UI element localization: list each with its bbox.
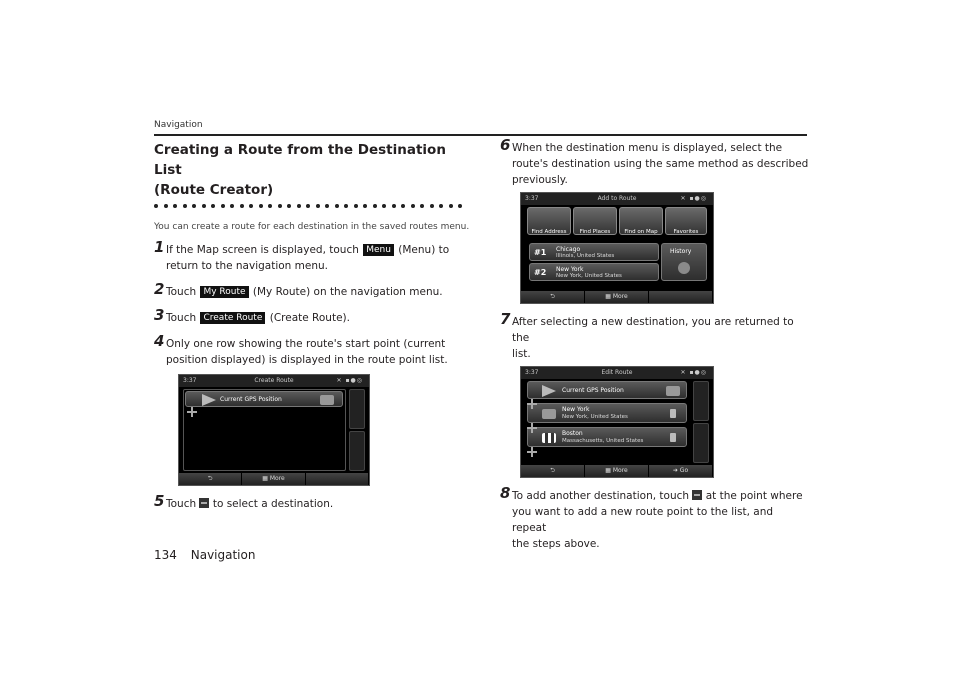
step-1 bbox=[154, 238, 474, 274]
screen-footer bbox=[179, 473, 369, 485]
menu-button-tag: Menu bbox=[362, 243, 395, 257]
history-title: Chicago bbox=[556, 246, 581, 253]
history-number: #1 bbox=[534, 248, 547, 257]
page-number: 134 bbox=[154, 548, 177, 562]
status-bar bbox=[521, 367, 713, 379]
tile-label: Find Address bbox=[531, 229, 567, 235]
step-text: return to the navigation menu. bbox=[166, 260, 328, 272]
flag-icon bbox=[666, 386, 680, 396]
add-to-route-screenshot bbox=[520, 192, 714, 304]
footer-section: Navigation bbox=[190, 548, 256, 562]
checkered-flag-icon bbox=[542, 433, 556, 443]
screen-title: Add to Route bbox=[597, 195, 637, 202]
empty-footer-slot bbox=[649, 291, 713, 303]
history-button[interactable] bbox=[661, 243, 707, 281]
waypoint-flag-icon bbox=[542, 409, 556, 419]
step-8 bbox=[500, 484, 810, 552]
start-arrow-icon bbox=[542, 385, 556, 397]
step-text: Touch bbox=[166, 286, 197, 298]
step-text: to select a destination. bbox=[212, 498, 334, 510]
screen-footer bbox=[521, 465, 713, 477]
title-line-1: Creating a Route from the Destination List bbox=[154, 142, 446, 178]
route-row-current-position[interactable] bbox=[527, 381, 687, 399]
header-rule bbox=[154, 134, 807, 136]
step-text: If the Map screen is displayed, touch bbox=[166, 244, 359, 256]
start-arrow-icon bbox=[202, 394, 216, 406]
step-text: Only one row showing the route's start point (current bbox=[166, 338, 446, 350]
more-button[interactable]: ▦ More bbox=[242, 473, 305, 485]
globe-icon bbox=[678, 262, 690, 274]
route-row-new-york[interactable] bbox=[527, 403, 687, 423]
delete-icon[interactable] bbox=[670, 409, 676, 418]
clock: 3:37 bbox=[183, 377, 197, 384]
title-line-2: (Route Creator) bbox=[154, 182, 274, 198]
step-text: list. bbox=[512, 348, 531, 360]
create-route-button-tag: Create Route bbox=[199, 311, 266, 325]
add-point-icon[interactable] bbox=[527, 423, 537, 433]
clock: 3:37 bbox=[525, 195, 539, 202]
step-text: the steps above. bbox=[512, 538, 600, 550]
go-label: Go bbox=[679, 467, 689, 474]
route-row-current-position[interactable] bbox=[185, 391, 343, 407]
step-text: at the point where bbox=[705, 490, 803, 502]
row-title: New York bbox=[562, 406, 590, 413]
tile-label: Favorites bbox=[673, 229, 699, 235]
back-button[interactable]: ⮌ bbox=[179, 473, 242, 485]
flag-icon bbox=[320, 395, 334, 405]
history-item-new-york[interactable] bbox=[529, 263, 659, 281]
status-icons: ✕ ▪●◎ bbox=[680, 195, 707, 202]
add-point-icon bbox=[199, 498, 209, 508]
status-icons: ✕ ▪●◎ bbox=[336, 377, 363, 384]
route-row-boston[interactable] bbox=[527, 427, 687, 447]
history-subtitle: New York, United States bbox=[556, 273, 622, 279]
step-number: 7 bbox=[500, 310, 511, 328]
history-title: New York bbox=[556, 266, 584, 273]
status-bar bbox=[179, 375, 369, 387]
add-point-icon[interactable] bbox=[527, 399, 537, 409]
status-icons: ✕ ▪●◎ bbox=[680, 369, 707, 376]
row-subtitle: Massachusetts, United States bbox=[562, 438, 644, 444]
step-text: route's destination using the same method as described bbox=[512, 158, 809, 170]
step-text: When the destination menu is displayed, select the bbox=[512, 142, 783, 154]
row-title: Boston bbox=[562, 430, 583, 437]
more-button[interactable]: ▦ More bbox=[585, 291, 649, 303]
more-button[interactable]: ▦ More bbox=[585, 465, 649, 477]
step-number: 3 bbox=[154, 306, 165, 324]
step-text: (Menu) to bbox=[398, 244, 450, 256]
clock: 3:37 bbox=[525, 369, 539, 376]
step-text: Touch bbox=[166, 312, 197, 324]
step-6 bbox=[500, 136, 810, 188]
back-button[interactable]: ⮌ bbox=[521, 465, 585, 477]
create-route-screenshot bbox=[178, 374, 370, 486]
step-7 bbox=[500, 310, 810, 362]
step-text: (My Route) on the navigation menu. bbox=[252, 286, 443, 298]
step-number: 8 bbox=[500, 484, 511, 502]
step-5 bbox=[154, 492, 474, 512]
scroll-up-button[interactable] bbox=[693, 381, 709, 421]
back-button[interactable]: ⮌ bbox=[521, 291, 585, 303]
step-text: previously. bbox=[512, 174, 568, 186]
row-label: Current GPS Position bbox=[220, 396, 282, 403]
empty-footer-slot bbox=[306, 473, 369, 485]
step-text: position displayed) is displayed in the route point list. bbox=[166, 354, 448, 366]
screen-title: Edit Route bbox=[601, 369, 633, 376]
add-point-icon[interactable] bbox=[187, 407, 197, 417]
my-route-button-tag: My Route bbox=[199, 285, 249, 299]
row-subtitle: New York, United States bbox=[562, 414, 628, 420]
edit-route-screenshot bbox=[520, 366, 714, 478]
step-text: Touch bbox=[166, 498, 197, 510]
add-point-icon bbox=[692, 490, 702, 500]
tile-label: Find Places bbox=[579, 229, 611, 235]
step-text: you want to add a new route point to the list, and repeat bbox=[512, 506, 774, 534]
page-footer bbox=[154, 548, 255, 562]
step-number: 2 bbox=[154, 280, 165, 298]
screen-title: Create Route bbox=[254, 377, 294, 384]
step-3 bbox=[154, 306, 474, 326]
step-4 bbox=[154, 332, 474, 368]
status-bar bbox=[521, 193, 713, 205]
right-column bbox=[500, 136, 810, 552]
dotted-divider bbox=[154, 204, 474, 212]
step-number: 5 bbox=[154, 492, 165, 510]
row-label: Current GPS Position bbox=[562, 387, 624, 394]
history-label: History bbox=[670, 248, 692, 255]
scroll-up-button[interactable] bbox=[349, 389, 365, 429]
scroll-down-button[interactable] bbox=[349, 431, 365, 471]
running-head: Navigation bbox=[154, 120, 203, 130]
history-item-chicago[interactable] bbox=[529, 243, 659, 261]
more-label: More bbox=[612, 293, 628, 300]
screen-footer bbox=[521, 291, 713, 303]
more-label: More bbox=[612, 467, 628, 474]
step-text: (Create Route). bbox=[269, 312, 350, 324]
tile-label: Find on Map bbox=[624, 229, 658, 235]
intro-text: You can create a route for each destination in the saved routes menu. bbox=[154, 222, 470, 232]
section-title bbox=[154, 140, 474, 200]
go-button[interactable]: ➜ Go bbox=[649, 465, 713, 477]
delete-icon[interactable] bbox=[670, 433, 676, 442]
step-text: After selecting a new destination, you are returned to the bbox=[512, 316, 794, 344]
step-text: To add another destination, touch bbox=[512, 490, 690, 502]
step-number: 1 bbox=[154, 238, 165, 256]
history-subtitle: Illinois, United States bbox=[556, 253, 615, 259]
scroll-down-button[interactable] bbox=[693, 423, 709, 463]
step-2 bbox=[154, 280, 474, 300]
more-label: More bbox=[269, 475, 285, 482]
step-number: 6 bbox=[500, 136, 511, 154]
add-point-icon[interactable] bbox=[527, 447, 537, 457]
history-number: #2 bbox=[534, 268, 547, 277]
left-column bbox=[154, 140, 474, 512]
step-number: 4 bbox=[154, 332, 165, 350]
